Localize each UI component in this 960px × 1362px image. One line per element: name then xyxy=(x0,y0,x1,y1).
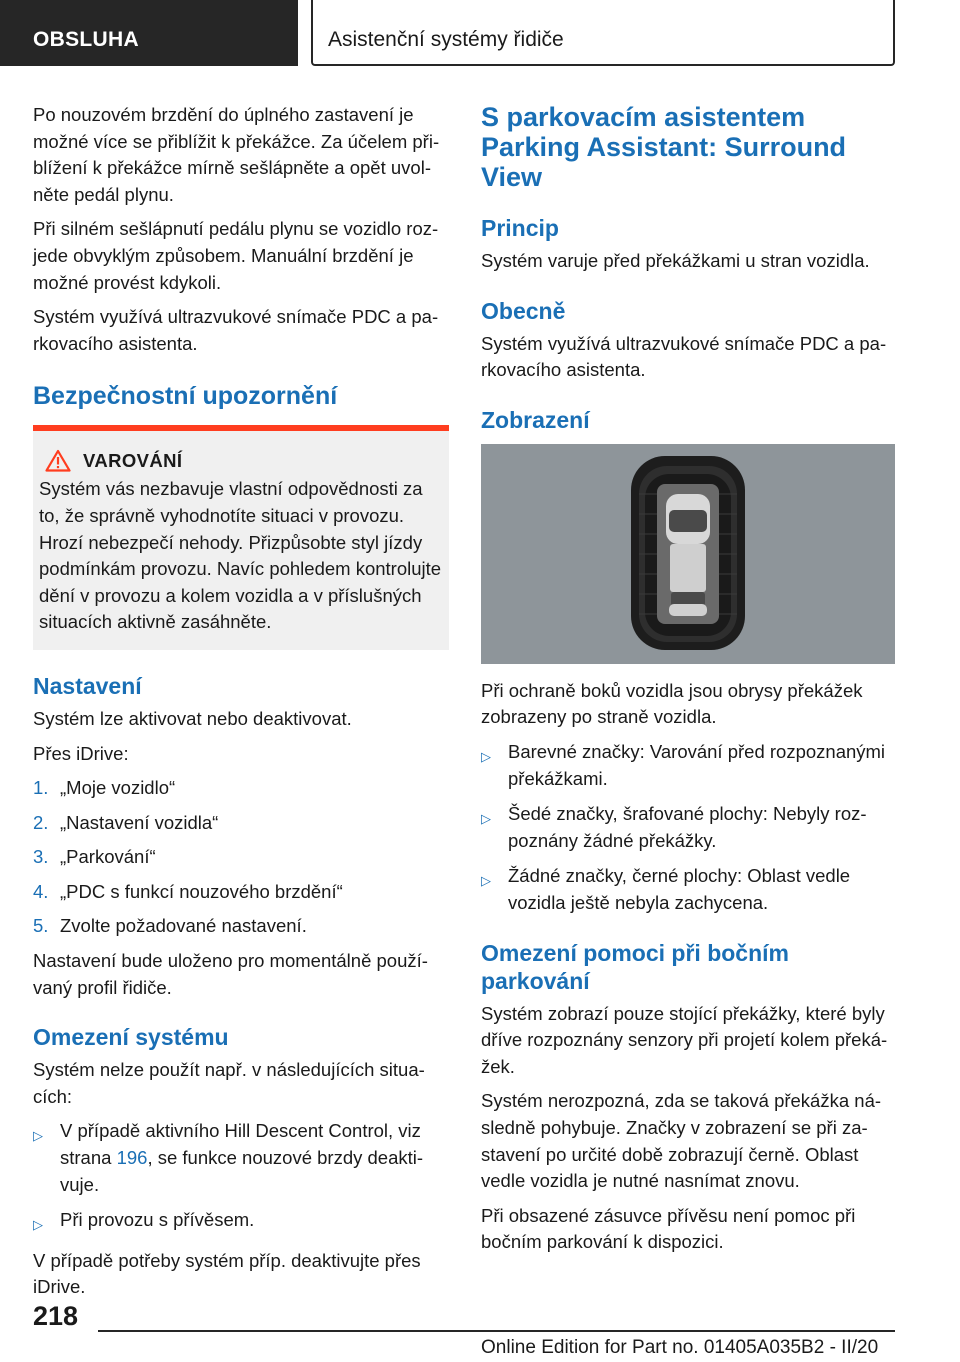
list-item xyxy=(33,913,449,940)
chapter-tab xyxy=(311,0,895,66)
page-link[interactable]: 196 xyxy=(116,1147,148,1169)
section-title: S parkovacím asistentem Parking Assistant: Surround View xyxy=(481,102,847,192)
settings-note: Nastavení bude uloženo pro momentálně používaný profil řidiče. xyxy=(33,950,428,998)
list-item xyxy=(481,863,897,916)
step-text: „Nastavení vozidla“ xyxy=(60,811,219,833)
principle-heading: Princip xyxy=(481,215,559,241)
display-item-text: Barevné značky: Varování před rozpoznanými překážkami. xyxy=(508,740,886,789)
step-text: „Parkování“ xyxy=(60,846,156,868)
chapter-label: Asistenční systémy řidiče xyxy=(328,28,564,51)
side-parking-heading: Omezení pomoci při bočním parkování xyxy=(481,939,789,994)
list-item xyxy=(33,775,449,802)
section-label: OBSLUHA xyxy=(33,28,139,51)
warning-box xyxy=(33,425,449,650)
display-text: Při ochraně boků vozidla jsou obrysy překážek zobrazeny po straně vozidla. xyxy=(481,679,863,728)
page-number: 218 xyxy=(33,1301,79,1331)
list-item xyxy=(33,844,449,871)
intro-paragraph-3: Systém využívá ultrazvukové snímače PDC a parkovacího asistenta. xyxy=(33,306,439,354)
limit-item-text-start: V případě aktivního Hill Descent Control, viz strana xyxy=(60,1120,421,1169)
triangle-bullet-icon: ▷ xyxy=(481,748,491,764)
left-column xyxy=(33,102,449,1309)
display-heading: Zobrazení xyxy=(481,406,590,433)
principle-text: Systém varuje před překážkami u stran vozidla. xyxy=(481,250,870,271)
list-item xyxy=(33,879,449,906)
safety-heading: Bezpečnostní upozornění xyxy=(33,382,338,411)
warning-title-row xyxy=(39,449,443,472)
footer-divider xyxy=(98,1330,895,1332)
limits-heading: Omezení systému xyxy=(33,1024,229,1051)
step-number: 5. xyxy=(33,915,49,937)
list-item xyxy=(481,739,897,792)
step-text: „Moje vozidlo“ xyxy=(60,777,176,799)
step-text: „PDC s funkcí nouzového brzdění“ xyxy=(60,880,343,902)
limits-note: V případě potřeby systém příp. deaktivujte přes iDrive. xyxy=(33,1249,421,1298)
triangle-bullet-icon: ▷ xyxy=(33,1217,43,1233)
list-item xyxy=(481,801,897,854)
general-text: Systém využívá ultrazvukové snímače PDC a parkovacího asistenta. xyxy=(481,332,887,381)
surround-view-illustration xyxy=(481,444,895,664)
step-number: 4. xyxy=(33,880,49,902)
triangle-bullet-icon: ▷ xyxy=(481,811,491,827)
warning-triangle-icon xyxy=(45,449,71,472)
limit-item-text: Při provozu s přívěsem. xyxy=(60,1209,255,1231)
surround-view-image xyxy=(481,444,895,664)
settings-steps xyxy=(33,775,449,940)
limits-intro: Systém nelze použít např. v následujících situacích: xyxy=(33,1059,425,1107)
step-number: 3. xyxy=(33,846,49,868)
side-paragraph-3: Při obsazené zásuvce přívěsu není pomoc při bočním parkování k dispozici. xyxy=(481,1204,856,1253)
display-item-text: Žádné značky, černé plochy: Oblast vedle vozidla ještě nebyla zachycena. xyxy=(508,865,851,913)
side-paragraph-1: Systém zobrazí pouze stojící překážky, které byly dříve rozpoznány senzory při projetí kolem překážek. xyxy=(481,1002,888,1077)
list-item xyxy=(33,1207,449,1239)
side-paragraph-2: Systém nerozpozná, zda se taková překážka následně pohybuje. Značky v zobrazení se při zastavení po určité době zobrazují černě. Oblast vedle vozidla je nutné nasnímat znovu. xyxy=(481,1090,882,1192)
triangle-bullet-icon: ▷ xyxy=(481,873,491,889)
right-column xyxy=(481,102,897,1264)
limits-list xyxy=(33,1118,449,1238)
list-item xyxy=(33,1118,449,1198)
settings-heading: Nastavení xyxy=(33,672,142,699)
limit-item-text-end: , se funkce nouzové brzdy deaktivuje. xyxy=(60,1147,424,1195)
step-text: Zvolte požadované nastavení. xyxy=(60,915,307,937)
step-number: 2. xyxy=(33,811,49,833)
warning-text: Systém vás nezbavuje vlastní odpovědnosti za to, že správně vyhodnotíte situaci v provozu. Hrozí nebezpečí nehody. Přizpůsobte styl jízdy podmínkám provozu. Navíc pohledem kontrolujte dění v provozu a kolem vozidla a v příslušných situacích aktivně zasáhněte. xyxy=(39,478,442,633)
list-item xyxy=(33,810,449,837)
section-tab xyxy=(0,0,298,66)
display-list xyxy=(481,739,897,917)
settings-via: Přes iDrive: xyxy=(33,742,129,764)
warning-title: VAROVÁNÍ xyxy=(83,449,183,471)
step-number: 1. xyxy=(33,777,49,799)
general-heading: Obecně xyxy=(481,297,566,324)
display-item-text: Šedé značky, šrafované plochy: Nebyly rozpoznány žádné překážky. xyxy=(508,803,867,851)
triangle-bullet-icon: ▷ xyxy=(33,1128,43,1144)
limit-item-text xyxy=(60,1118,449,1198)
footer-edition: Online Edition for Part no. 01405A035B2 - II/20 xyxy=(481,1337,879,1358)
intro-paragraph-1: Po nouzovém brzdění do úplného zastavení je možné více se přiblížit k překážce. Za účelem přiblížení k překážce mírně sešlápněte a opět uvolněte pedál plynu. xyxy=(33,104,440,205)
intro-paragraph-2: Při silném sešlápnutí pedálu plynu se vozidlo rozjede obvyklým způsobem. Manuální brzdění je možné provést kdykoli. xyxy=(33,218,439,293)
settings-intro: Systém lze aktivovat nebo deaktivovat. xyxy=(33,707,352,729)
